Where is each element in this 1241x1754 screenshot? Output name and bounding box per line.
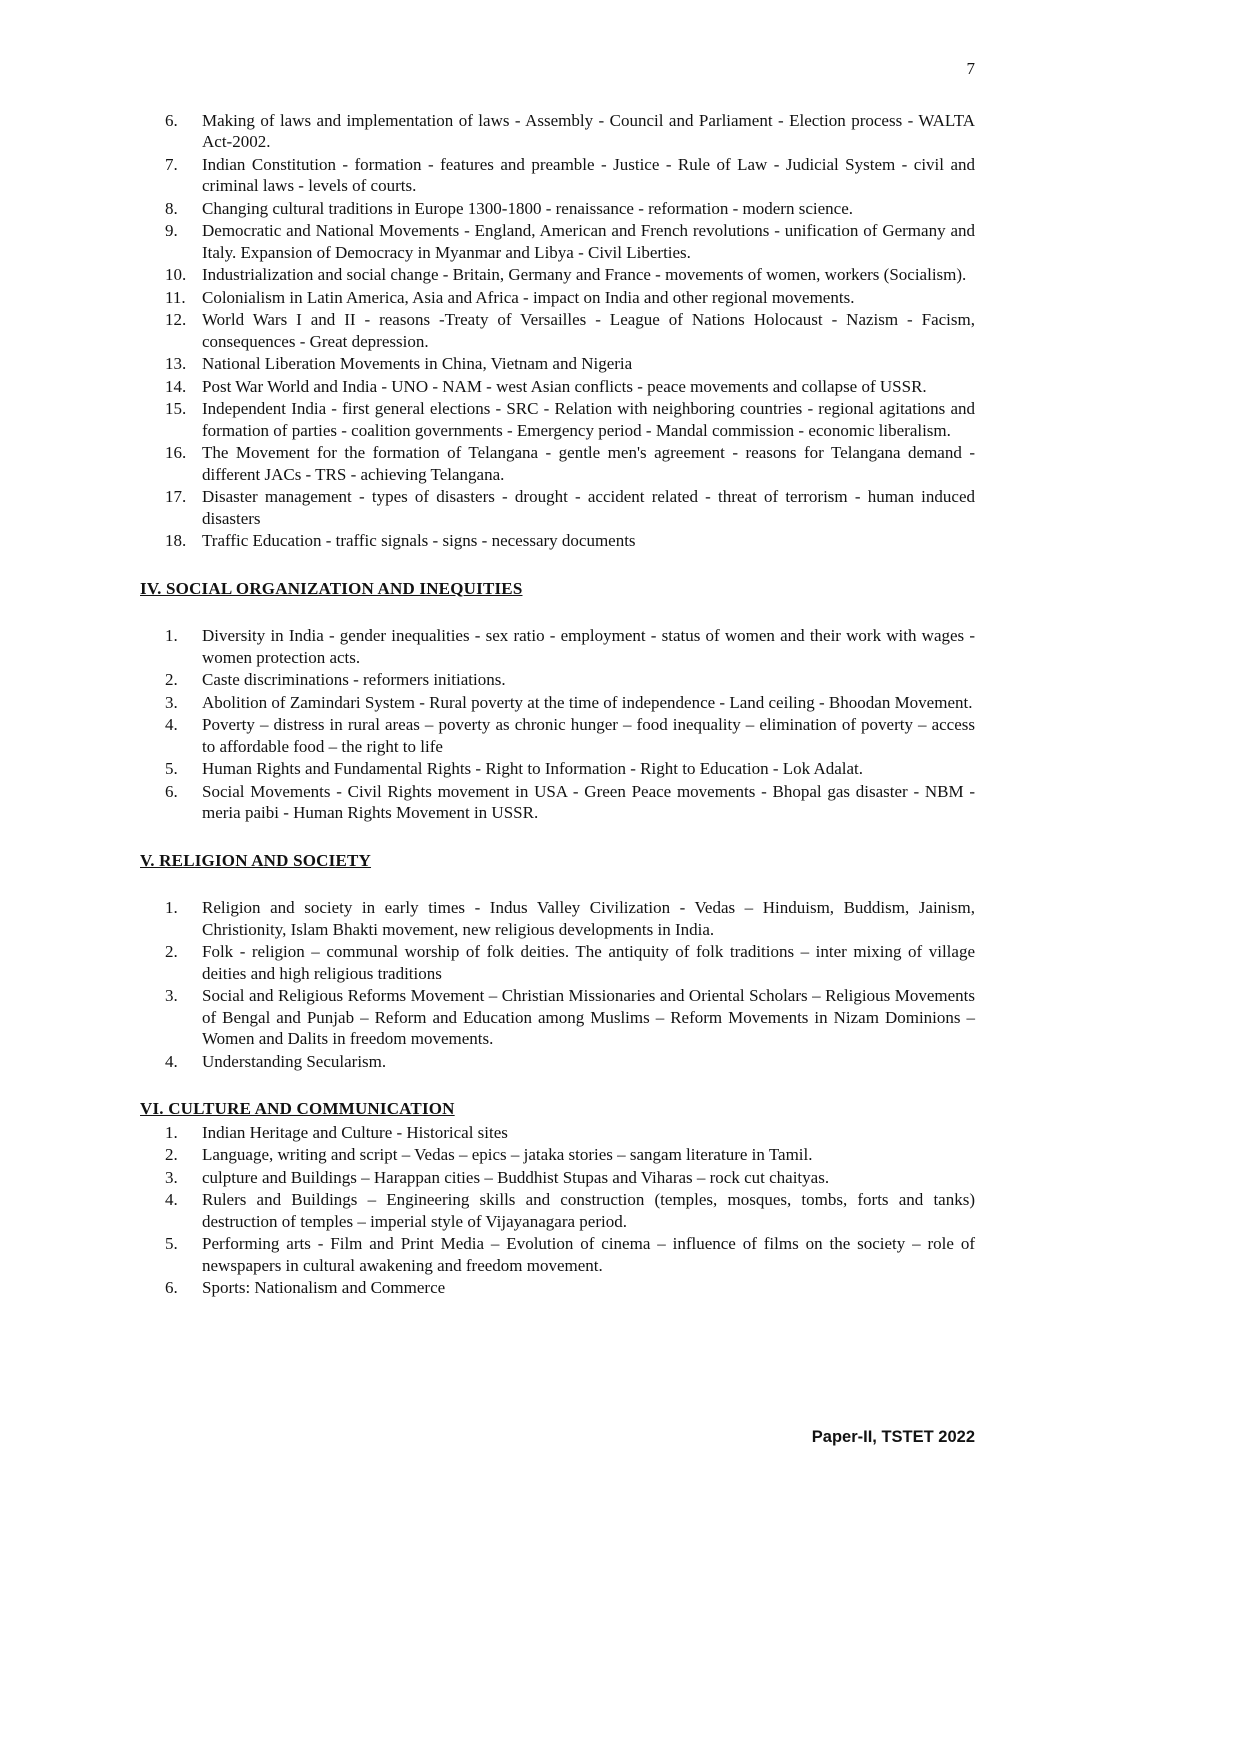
list-item-text: Diversity in India - gender inequalities - sex ratio - employment - status of women and their work with wages - women protection acts. (202, 626, 975, 667)
list-item-number: 3. (165, 986, 178, 1005)
list-item-text: Colonialism in Latin America, Asia and Africa - impact on India and other regional movements. (202, 287, 855, 307)
list-item (140, 287, 975, 309)
list-item-text: culpture and Buildings – Harappan cities – Buddhist Stupas and Viharas – rock cut chaityas. (202, 1167, 830, 1187)
list-item (140, 198, 975, 220)
list-item-number: 10. (165, 265, 187, 284)
list-item-text: Rulers and Buildings – Engineering skills and construction (temples, mosques, tombs, forts and tanks) destruction of temples – imperial style of Vijayanagara period. (202, 1190, 975, 1231)
list-item-text: World Wars I and II - reasons -Treaty of Versailles - League of Nations Holocaust - Nazism - Facism, consequences - Great depression. (202, 310, 975, 351)
list-item-number: 7. (165, 154, 178, 174)
list-item (140, 1167, 975, 1189)
list-item-number: 6. (165, 781, 178, 801)
list-item-number: 4. (165, 1190, 178, 1209)
list-item-text: Making of laws and implementation of laws - Assembly - Council and Parliament - Election process - WALTA Act-2002. (202, 110, 975, 151)
list-item-text: Sports: Nationalism and Commerce (202, 1278, 446, 1297)
list-item-number: 17. (165, 487, 187, 506)
list-item (140, 264, 975, 286)
list-item (140, 985, 975, 1050)
list-item-text: Indian Heritage and Culture - Historical sites (202, 1122, 508, 1142)
section-heading-vi: VI. CULTURE AND COMMUNICATION (140, 1099, 455, 1118)
list-item (140, 1051, 975, 1073)
list-item (140, 692, 975, 714)
section-social-organization (140, 578, 975, 824)
list-item (140, 1122, 975, 1144)
section-religion-society (140, 850, 975, 1073)
list-item (140, 220, 975, 263)
list-item (140, 714, 975, 757)
list-item-number: 2. (165, 1145, 178, 1164)
list-item-text: Understanding Secularism. (202, 1051, 387, 1071)
page-number: 7 (966, 59, 975, 78)
list-item (140, 1233, 975, 1276)
list-item (140, 376, 975, 398)
list-item-text: Social Movements - Civil Rights movement in USA - Green Peace movements - Bhopal gas disaster - NBM - meria paibi - Human Rights Movement in USSR. (202, 781, 975, 822)
list-item-number: 13. (165, 354, 187, 373)
list-item-number: 15. (165, 399, 187, 418)
list-item-number: 1. (165, 898, 178, 917)
section-continued-list (140, 110, 975, 552)
list-item-number: 5. (165, 759, 178, 778)
list-item-number: 4. (165, 1051, 178, 1071)
list-item-number: 8. (165, 198, 178, 218)
list-item-text: Indian Constitution - formation - features and preamble - Justice - Rule of Law - Judicial System - civil and criminal laws - levels of courts. (202, 154, 975, 195)
list-item-text: Religion and society in early times - Indus Valley Civilization - Vedas – Hinduism, Buddism, Jainism, Christionity, Islam Bhakti movement, new religious developments in India. (202, 898, 975, 939)
list-item-number: 18. (165, 531, 187, 550)
list-item (140, 897, 975, 940)
syllabus-list-v (140, 897, 975, 1072)
list-item-text: Post War World and India - UNO - NAM - west Asian conflicts - peace movements and collapse of USSR. (202, 376, 927, 396)
section-heading-v: V. RELIGION AND SOCIETY (140, 850, 372, 870)
list-item-text: Human Rights and Fundamental Rights - Right to Information - Right to Education - Lok Adalat. (202, 759, 864, 778)
list-item (140, 758, 975, 780)
list-item-number: 6. (165, 1278, 178, 1297)
list-item (140, 398, 975, 441)
list-item-number: 1. (165, 626, 178, 645)
list-item-number: 1. (165, 1122, 178, 1142)
list-item (140, 309, 975, 352)
page-footer: Paper-II, TSTET 2022 (811, 1427, 975, 1446)
list-item (140, 669, 975, 691)
list-item (140, 110, 975, 153)
list-item-number: 12. (165, 310, 187, 329)
list-item-text: The Movement for the formation of Telangana - gentle men's agreement - reasons for Telangana demand - different JACs - TRS - achieving Telangana. (202, 443, 975, 484)
list-item-number: 9. (165, 221, 178, 240)
list-item-text: Industrialization and social change - Britain, Germany and France - movements of women, workers (Socialism). (202, 265, 967, 284)
list-item (140, 154, 975, 197)
list-item-number: 3. (165, 1167, 178, 1187)
list-item (140, 1189, 975, 1232)
list-item-number: 5. (165, 1234, 178, 1253)
list-item-number: 16. (165, 443, 187, 462)
list-item-text: Folk - religion – communal worship of folk deities. The antiquity of folk traditions – inter mixing of village deities and high religious traditions (202, 942, 975, 983)
list-item-text: Independent India - first general elections - SRC - Relation with neighboring countries - regional agitations and formation of parties - coalition governments - Emergency period - Mandal commission - economic liberalism. (202, 399, 975, 440)
list-item-text: Democratic and National Movements - England, American and French revolutions - unification of Germany and Italy. Expansion of Democracy in Myanmar and Libya - Civil Liberties. (202, 221, 975, 262)
list-item-number: 4. (165, 715, 178, 734)
syllabus-list-continued (140, 110, 975, 552)
list-item-text: Changing cultural traditions in Europe 1300-1800 - renaissance - reformation - modern science. (202, 198, 853, 218)
list-item-number: 11. (165, 287, 186, 307)
list-item-text: Abolition of Zamindari System - Rural poverty at the time of independence - Land ceiling - Bhoodan Movement. (202, 692, 973, 712)
list-item-text: Performing arts - Film and Print Media – Evolution of cinema – influence of films on the society – role of newspapers in cultural awakening and freedom movement. (202, 1234, 975, 1275)
list-item (140, 625, 975, 668)
list-item-text: Poverty – distress in rural areas – poverty as chronic hunger – food inequality – elimination of poverty – access to affordable food – the right to life (202, 715, 975, 756)
list-item-number: 2. (165, 670, 178, 689)
syllabus-list-vi (140, 1122, 975, 1299)
list-item-text: Social and Religious Reforms Movement – Christian Missionaries and Oriental Scholars – Religious Movements of Bengal and Punjab – Reform and Education among Muslims – Reform Movements in Nizam Dominions – Women and Dalits in freedom movements. (202, 986, 975, 1048)
list-item (140, 1144, 975, 1166)
list-item-number: 3. (165, 692, 178, 712)
list-item-number: 6. (165, 110, 178, 130)
list-item-text: Caste discriminations - reformers initiations. (202, 670, 506, 689)
syllabus-list-iv (140, 625, 975, 824)
list-item (140, 941, 975, 984)
list-item (140, 486, 975, 529)
section-heading-iv: IV. SOCIAL ORGANIZATION AND INEQUITIES (140, 578, 523, 598)
list-item-number: 2. (165, 942, 178, 961)
list-item-number: 14. (165, 376, 187, 396)
list-item (140, 353, 975, 375)
list-item (140, 1277, 975, 1299)
list-item-text: National Liberation Movements in China, Vietnam and Nigeria (202, 354, 633, 373)
list-item (140, 781, 975, 824)
list-item-text: Language, writing and script – Vedas – epics – jataka stories – sangam literature in Tamil. (202, 1145, 813, 1164)
section-culture-communication (140, 1098, 975, 1299)
list-item-text: Traffic Education - traffic signals - signs - necessary documents (202, 531, 636, 550)
list-item (140, 530, 975, 552)
list-item (140, 442, 975, 485)
list-item-text: Disaster management - types of disasters - drought - accident related - threat of terrorism - human induced disasters (202, 487, 975, 528)
